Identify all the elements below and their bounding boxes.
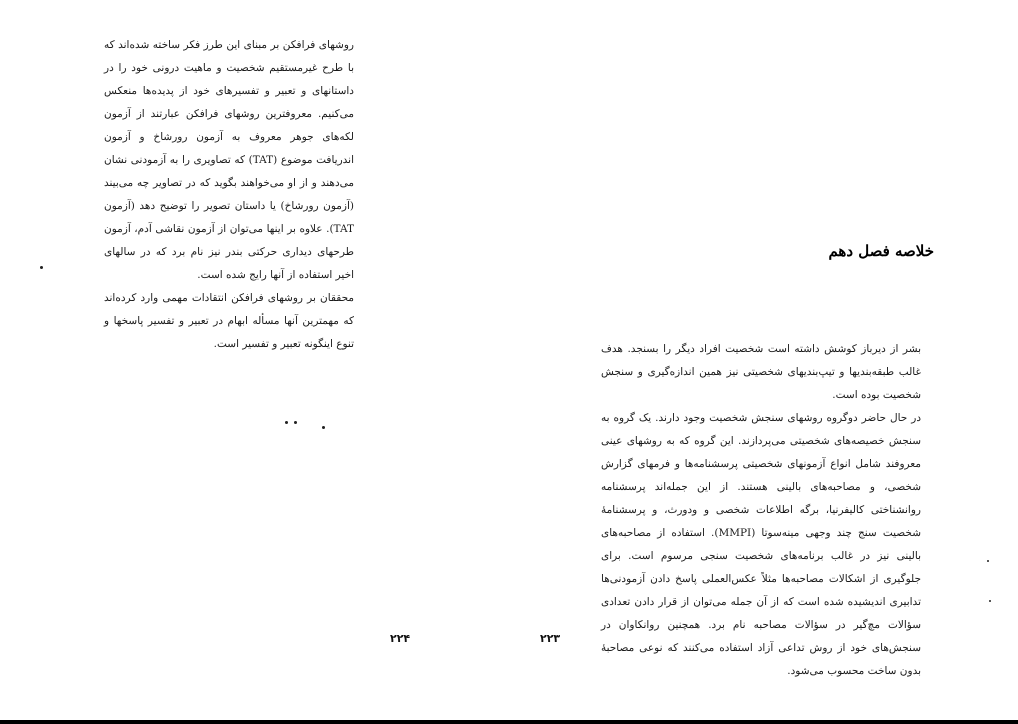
left-page-number: ۲۲۴ (390, 632, 411, 645)
ink-speck (40, 266, 43, 269)
left-paragraph-1: روشهای فرافکن بر مبنای این طرز فکر ساخته شده‌اند که با طرح غیرمستقیم شخصیت و ماهیت درونی خود را در داستانهای و تعبیر و تفسیرهای خود از پدیده‌ها منعکس می‌کنیم. معروفترین روشهای فرافکن عبارتند از آزمون لکه‌های جوهر معروف به آزمون رورشاخ و آزمون اندریافت موضوع (TAT) که تصاویری را به آزمودنی نشان می‌دهند و از او می‌خواهند بگوید که در تصاویر چه می‌بیند (آزمون رورشاخ) یا داستان تصویر را توضیح دهد (آزمون TAT). علاوه بر اینها می‌توان از آزمون نقاشی آدم، آزمون طرحهای دیداری حرکتی بندر نیز نام برد که در سالهای اخیر استفاده از آنها رایج شده است. (104, 39, 354, 281)
right-page (509, 0, 1018, 724)
left-paragraph-2: محققان بر روشهای فرافکن انتقادات مهمی وارد کرده‌اند که مهمترین آنها مسأله ابهام در تعبیر و تفسیر پاسخها و تنوع اینگونه تعبیر و تفسیر است. (104, 292, 354, 350)
ink-speck (989, 600, 991, 602)
ink-speck (294, 421, 297, 424)
right-page-body (601, 338, 921, 683)
ink-speck (285, 421, 288, 424)
ink-speck (987, 560, 989, 562)
right-page-number: ۲۲۳ (540, 632, 561, 645)
ink-speck (322, 426, 325, 429)
left-page-body (104, 34, 354, 356)
scan-bottom-edge (0, 720, 1018, 724)
right-paragraph-1: بشر از دیرباز کوشش داشته است شخصیت افراد دیگر را بسنجد. هدف غالب طبقه‌بندیها و تیپ‌بندیهای شخصیتی نیز همین اندازه‌گیری و سنجش شخصیت بوده است. (601, 343, 921, 401)
chapter-summary-title: خلاصه فصل دهم (828, 242, 934, 260)
right-paragraph-2: در حال حاضر دوگروه روشهای سنجش شخصیت وجود دارند. یک گروه به سنجش خصیصه‌های شخصیتی می‌پردازند. این گروه که به روشهای عینی معروفند شامل انواع آزمونهای شخصیتی پرسشنامه‌ها و فرمهای گزارش شخصی، و مصاحبه‌های بالینی هستند. از این جمله‌اند پرسشنامه روانشناختی کالیفرنیا، برگه اطلاعات شخصی و ودورث، و پرسشنامهٔ شخصیت سنج چند وجهی مینه‌سوتا (MMPI). استفاده از مصاحبه‌های بالینی نیز در غالب برنامه‌های شخصیت سنجی مرسوم است. برای جلوگیری از اشکالات مصاحبه‌ها مثلاً عکس‌العملی پاسخ دادن آزمودنی‌ها تدابیری اندیشیده شده است که از آن جمله می‌توان از قرار دادن تعدادی سؤالات مچ‌گیر در سؤالات مصاحبه نام برد. همچنین روانکاوان در سنجش‌های خود از روش تداعی آزاد استفاده می‌کنند که نوعی مصاحبهٔ بدون ساخت محسوب می‌شود. (601, 412, 921, 677)
